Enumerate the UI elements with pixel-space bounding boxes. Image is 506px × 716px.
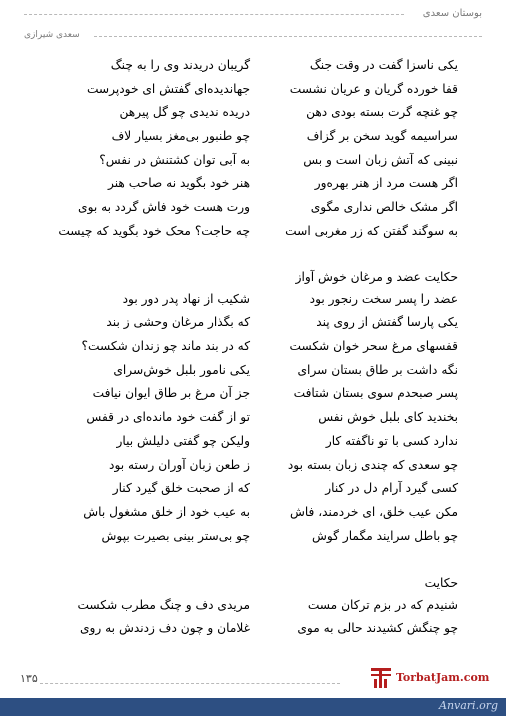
hemistich-left: یکی نامور بلبل خوش‌سرای <box>113 362 250 377</box>
hemistich-left: شکیب از نهاد پدر دور بود <box>122 291 250 306</box>
hemistich-left: که در بند ماند چو زندان شکست؟ <box>81 339 250 354</box>
hemistich-right: چو غنچه گرت بسته بودی دهن <box>306 105 458 120</box>
hemistich-left: گریبان دریدند وی را به چنگ <box>110 58 250 72</box>
watermark-bar <box>0 698 506 716</box>
verse-line <box>40 619 466 643</box>
hemistich-right: سراسیمه گوید سخن بر گزاف <box>306 129 458 144</box>
hemistich-right: چو باطل سرایند مگمار گوش <box>311 528 458 543</box>
hemistich-left: ولیکن چو گفتی دلیلش بیار <box>116 433 250 448</box>
hemistich-left: هنر خود بگوید نه صاحب هنر <box>108 176 250 191</box>
hemistich-right: شنیدم که در بزم ترکان مست <box>307 597 458 612</box>
hemistich-right: چو سعدی که چندی زبان بسته بود <box>287 457 458 472</box>
hemistich-right: مکن عیب خلق، ای خردمند، فاش <box>289 504 458 519</box>
torbatjam-logo-icon <box>370 666 392 690</box>
hemistich-right: قفسهای مرغ سحر خوان شکست <box>289 339 458 354</box>
hemistich-right: ندارد کسی با تو ناگفته کار <box>325 433 458 448</box>
hemistich-right: اگر هست مرد از هنر بهره‌ور <box>314 176 458 191</box>
hemistich-right: چو چنگش کشیدند حالی به موی <box>297 621 458 636</box>
hemistich-left: غلامان و چون دف زدندش به روی <box>79 621 250 636</box>
hemistich-right: کسی گیرد آرام دل در کنار <box>325 481 458 496</box>
footer-dashed-rule <box>40 683 340 684</box>
verse-line <box>40 80 466 104</box>
section-heading: حکایت عضد و مرغان خوش آواز <box>295 270 458 284</box>
poem-stanza-1 <box>40 56 466 246</box>
page-header <box>24 6 482 40</box>
hemistich-left: چو طنبور بی‌مغز بسیار لاف <box>111 129 250 144</box>
hemistich-right: پسر صبحدم سوی بستان شتافت <box>293 386 458 401</box>
verse-line <box>40 313 466 337</box>
verse-line <box>40 127 466 151</box>
watermark-text: Anvari.org <box>439 699 498 712</box>
section-heading: حکایت <box>424 576 458 590</box>
author-name: سعدی شیرازی <box>24 30 80 40</box>
header-dashed-rule-lower <box>94 36 482 37</box>
hemistich-right: بخندید کای بلبل خوش نفس <box>318 410 458 425</box>
hemistich-right: نگه داشت بر طاق بستان سرای <box>297 362 458 377</box>
verse-line <box>40 103 466 127</box>
header-dashed-rule <box>24 14 404 15</box>
poem-stanza-3 <box>40 572 466 643</box>
verse-line <box>40 174 466 198</box>
hemistich-left: که از صحبت خلق گیرد کنار <box>112 481 250 496</box>
verse-line <box>40 151 466 175</box>
hemistich-left: جز آن مرغ بر طاق ایوان نیافت <box>92 386 250 401</box>
hemistich-left: تو از گفت خود مانده‌ای در قفس <box>86 410 250 425</box>
hemistich-left: چو بی‌ستر بینی بصیرت بپوش <box>101 528 250 543</box>
site-logo[interactable] <box>370 666 490 690</box>
verse-line <box>40 456 466 480</box>
verse-line <box>40 56 466 80</box>
hemistich-right: به سوگند گفتن که زر مغربی است <box>285 223 458 238</box>
hemistich-right: اگر مشک خالص نداری مگوی <box>310 200 458 215</box>
hemistich-left: به عیب خود از خلق مشغول باش <box>83 504 250 519</box>
verse-line <box>40 337 466 361</box>
hemistich-left: چه حاجت؟ محک خود بگوید که چیست <box>58 223 250 238</box>
hemistich-left: جهاندیده‌ای گفتش ای خودپرست <box>86 81 250 96</box>
hemistich-left: به آبی توان کشتنش در نفس؟ <box>99 152 250 167</box>
hemistich-left: که بگذار مرغان وحشی ز بند <box>106 315 250 330</box>
verse-line <box>40 198 466 222</box>
verse-line <box>40 432 466 456</box>
hemistich-right: نبینی که آتش زبان است و بس <box>303 152 458 167</box>
verse-line <box>40 408 466 432</box>
verse-line <box>40 361 466 385</box>
verse-line <box>40 527 466 551</box>
book-title: بوستان سعدی <box>422 8 482 19</box>
site-name: TorbatJam.com <box>396 671 490 684</box>
verse-line <box>40 479 466 503</box>
verse-line <box>40 222 466 246</box>
hemistich-left: دریده ندیدی چو گل پیرهن <box>119 105 250 120</box>
verse-line <box>40 503 466 527</box>
verse-line <box>40 384 466 408</box>
poem-stanza-2 <box>40 266 466 550</box>
hemistich-right: یکی ناسزا گفت در وقت جنگ <box>309 58 458 72</box>
verse-line <box>40 596 466 620</box>
page-number: ۱۳۵ <box>20 672 38 685</box>
hemistich-right: قفا خورده گریان و عریان نشست <box>289 81 458 96</box>
hemistich-left: ورت هست خود فاش گردد به بوی <box>78 200 250 215</box>
hemistich-left: ز طعن زبان آوران رسته بود <box>109 457 250 472</box>
hemistich-right: عضد را پسر سخت رنجور بود <box>309 291 458 306</box>
hemistich-right: یکی پارسا گفتش از روی پند <box>316 315 458 330</box>
hemistich-left: مریدی دف و چنگ مطرب شکست <box>77 597 250 612</box>
verse-line <box>40 290 466 314</box>
